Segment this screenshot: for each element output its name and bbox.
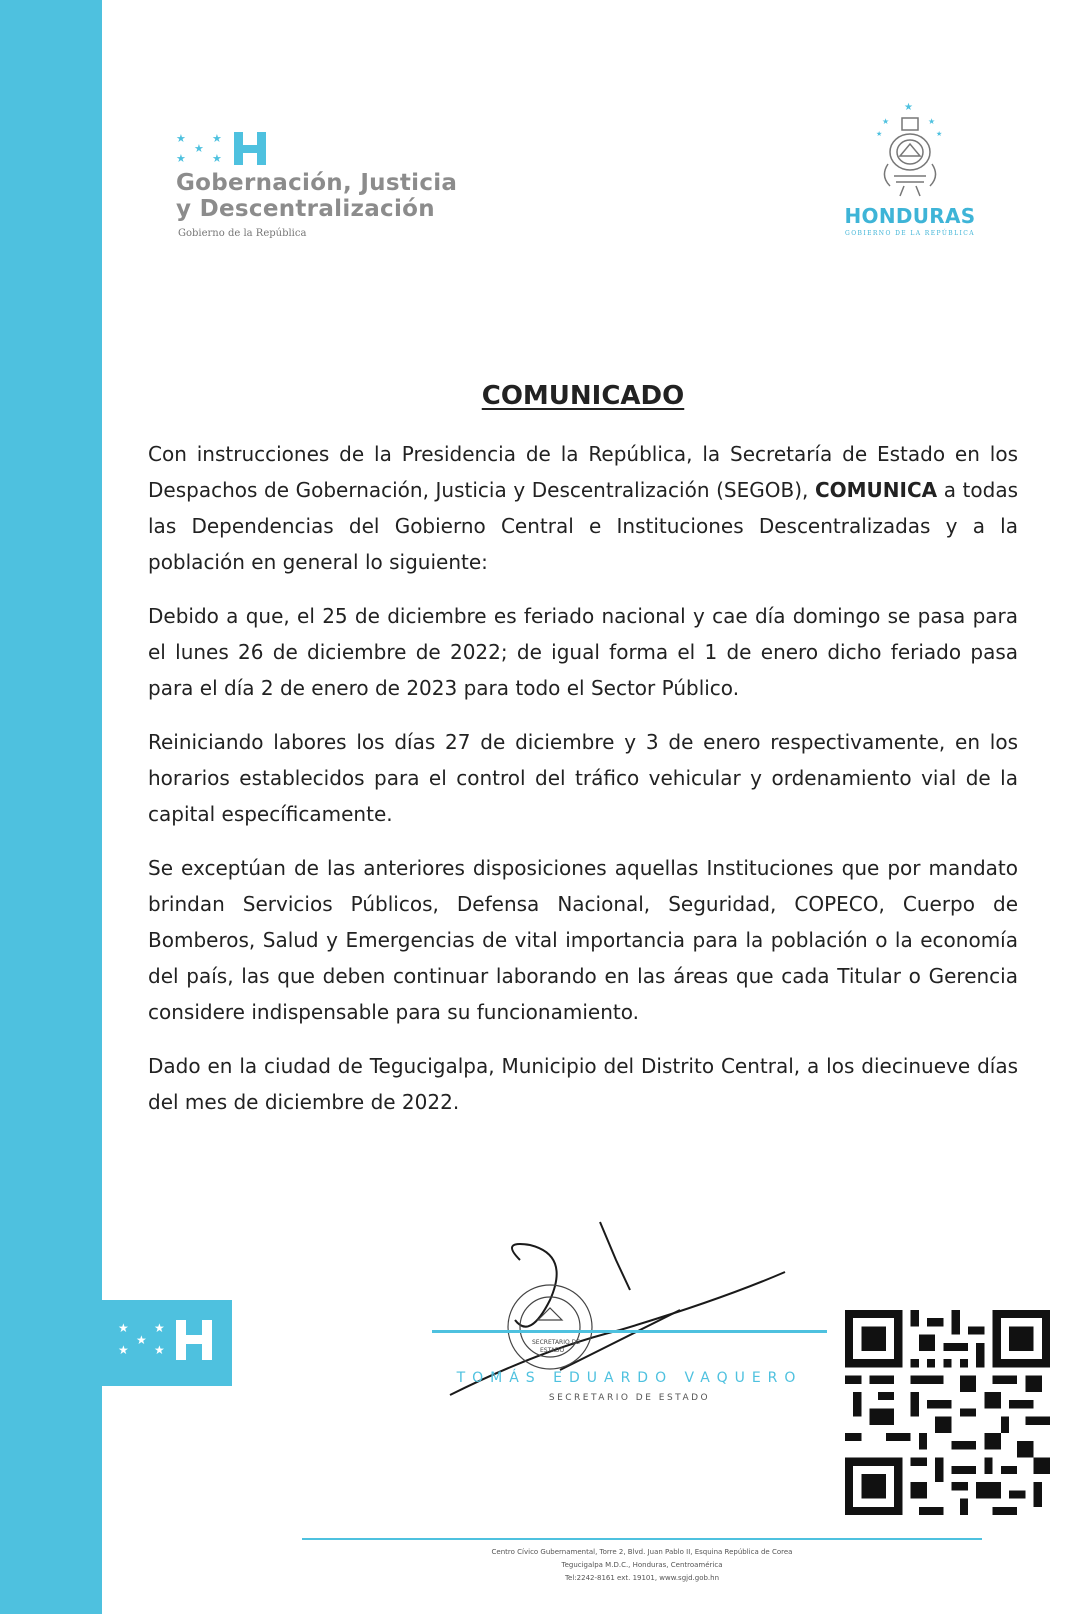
stars-h-logo-icon bbox=[176, 130, 276, 168]
signer-title: SECRETARIO DE ESTADO bbox=[548, 1393, 711, 1403]
svg-text:★: ★ bbox=[936, 130, 943, 138]
signer-name: TOMÁS EDUARDO VAQUERO bbox=[456, 1370, 803, 1386]
svg-text:SECRETARIO DE: SECRETARIO DE bbox=[532, 1339, 581, 1346]
svg-text:★: ★ bbox=[136, 1333, 147, 1347]
paragraph-2: Debido a que, el 25 de diciembre es feriado nacional y cae día domingo se pasa para el lunes 26 de diciembre de 2022; de igual forma el 1 de enero dicho feriado pasa para el día 2 de enero de 2023 para todo el Sector Público. bbox=[148, 604, 1018, 700]
signature-line bbox=[432, 1330, 827, 1333]
honduras-logo bbox=[830, 100, 990, 250]
paragraph-1-end: a todas las Dependencias del Gobierno Central e Instituciones Descentralizadas y a la población en general lo siguiente: bbox=[148, 478, 1019, 574]
country-name: HONDURAS bbox=[844, 204, 976, 228]
footer-line-2: Tegucigalpa M.D.C., Honduras, Centroamérica bbox=[561, 1561, 723, 1569]
svg-text:★: ★ bbox=[176, 152, 186, 165]
country-subtitle: GOBIERNO DE LA REPÚBLICA bbox=[845, 230, 975, 237]
svg-text:★: ★ bbox=[118, 1321, 129, 1335]
paragraph-3: Reiniciando labores los días 27 de diciembre y 3 de enero respectivamente, en los horarios establecidos para el control del tráfico vehicular y ordenamiento vial de la capital específicamente. bbox=[148, 730, 1018, 826]
footer-line-1: Centro Cívico Gubernamental, Torre 2, Blvd. Juan Pablo II, Esquina República de Corea bbox=[491, 1548, 793, 1556]
svg-text:ESTADO: ESTADO bbox=[540, 1347, 565, 1354]
paragraph-1 bbox=[148, 436, 1018, 580]
document-title: COMUNICADO bbox=[481, 381, 685, 411]
document-body bbox=[148, 436, 1018, 1138]
footer-address bbox=[302, 1546, 982, 1585]
coat-of-arms-icon bbox=[870, 100, 950, 200]
paragraph-1-bold: COMUNICA bbox=[814, 478, 938, 502]
footer-line-3: Tel:2242-8161 ext. 19101, www.sgjd.gob.hn bbox=[564, 1574, 720, 1582]
svg-text:★: ★ bbox=[212, 152, 222, 165]
svg-text:★: ★ bbox=[154, 1321, 165, 1335]
svg-text:★: ★ bbox=[212, 132, 222, 145]
svg-text:★: ★ bbox=[118, 1343, 129, 1357]
footer-divider bbox=[302, 1538, 982, 1540]
svg-text:★: ★ bbox=[176, 132, 186, 145]
svg-text:★: ★ bbox=[904, 102, 913, 113]
svg-text:★: ★ bbox=[882, 117, 890, 126]
svg-text:★: ★ bbox=[876, 130, 883, 138]
stars-h-logo-white bbox=[112, 1310, 222, 1376]
left-accent-bar bbox=[0, 0, 102, 1614]
org-subtitle: Gobierno de la República bbox=[178, 228, 307, 239]
segob-logo bbox=[176, 130, 506, 250]
paragraph-1-start: Con instrucciones de la Presidencia de la República, la Secretaría de Estado en los Despachos de Gobernación, Justicia y Descentralización (SEGOB), bbox=[148, 442, 1018, 502]
paragraph-5: Dado en la ciudad de Tegucigalpa, Municipio del Distrito Central, a los diecinueve días del mes de diciembre de 2022. bbox=[148, 1054, 1018, 1114]
svg-text:★: ★ bbox=[154, 1343, 165, 1357]
paragraph-4: Se exceptúan de las anteriores disposiciones aquellas Instituciones que por mandato brindan Servicios Públicos, Defensa Nacional, Seguridad, COPECO, Cuerpo de Bomberos, Salud y Emergencias de vital importancia para la población o la economía del país, las que deben continuar laborando en las áreas que cada Titular o Gerencia considere indispensable para su funcionamiento. bbox=[148, 856, 1018, 1024]
svg-text:★: ★ bbox=[194, 142, 204, 155]
org-name: Gobernación, Justicia y Descentralización bbox=[176, 170, 458, 222]
qr-code bbox=[845, 1310, 1050, 1515]
svg-text:★: ★ bbox=[928, 117, 936, 126]
